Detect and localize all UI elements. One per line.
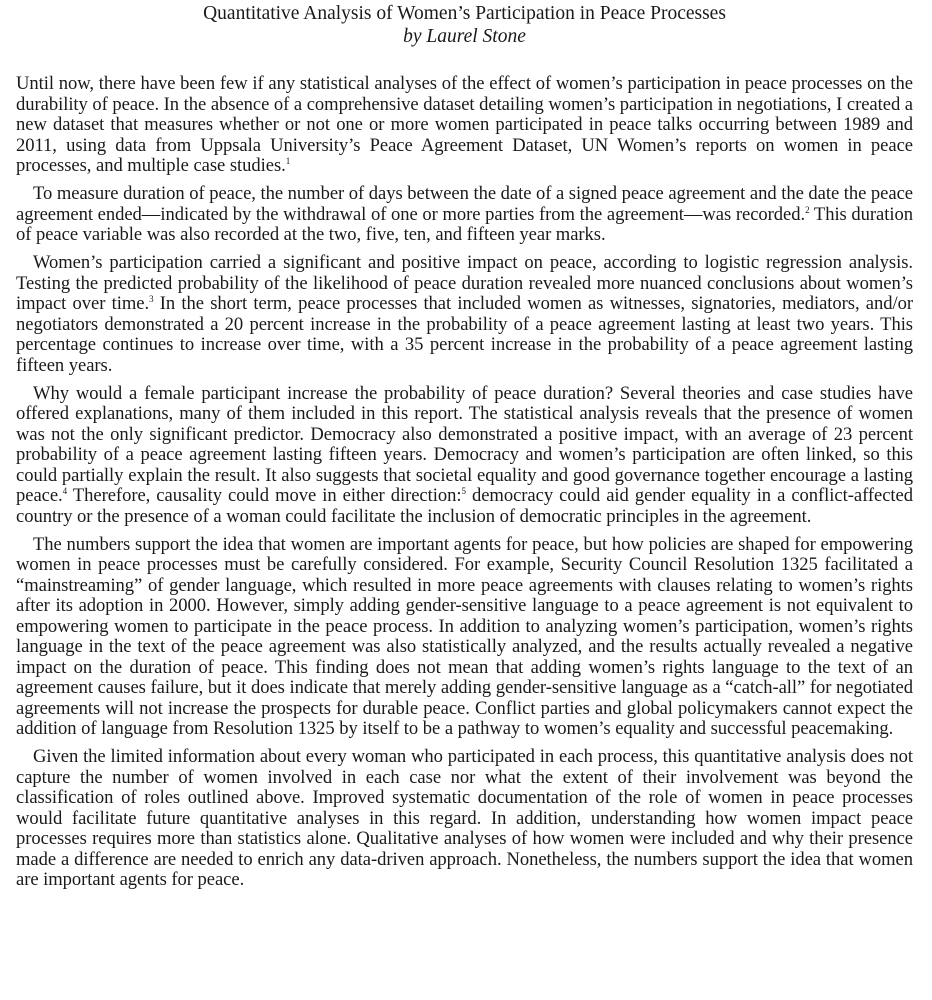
paragraph-5 — [16, 535, 913, 740]
document-byline: by Laurel Stone — [403, 26, 526, 47]
paragraph-text: democracy could aid gender equality in a conflict-affected country or the presence of a woman could facilitate the inclusion of democratic principles in the agreement. — [16, 485, 913, 527]
paragraph-4 — [16, 384, 913, 528]
footnote-marker: 2 — [805, 204, 810, 215]
paragraph-1 — [16, 74, 913, 177]
paragraph-text: Until now, there have been few if any statistical analyses of the effect of women’s participation in peace processes on the durability of peace. In the absence of a comprehensive dataset detailing women’s participation in negotiations, I created a new dataset that measures whether or not one or more women participated in peace talks occurring between 1989 and 2011, using data from Uppsala University’s Peace Agreement Dataset, UN Women’s reports on women in peace processes, and multiple case studies. — [16, 73, 913, 176]
paragraph-text: Why would a female participant increase the probability of peace duration? Several theories and case studies have offered explanations, many of them included in this report. The statistical analysis reveals that the presence of women was not the only significant predictor. Democracy also demonstrated a positive impact, with an average of 23 percent probability of a peace agreement lasting fifteen years. Democracy and women’s participation are often linked, so this could partially explain the result. It also suggests that societal equality and good governance together encourage a lasting peace. — [16, 382, 913, 506]
paragraph-text: Therefore, causality could move in either direction: — [67, 485, 462, 506]
paragraph-text: Given the limited information about every woman who participated in each process, this quantitative analysis does not capture the number of women involved in each case nor what the extent of their involvement was beyond the classification of roles outlined above. Improved systematic documentation of the role of women in peace processes would facilitate future quantitative analyses in this regard. In addition, understanding how women impact peace processes requires more than statistics alone. Qualitative analyses of how women were included and why their presence made a difference are needed to enrich any data-driven approach. Nonetheless, the numbers support the idea that women are important agents for peace. — [16, 746, 913, 890]
paragraph-3 — [16, 253, 913, 376]
footnote-marker: 1 — [285, 156, 291, 166]
paragraph-text: Women’s participation carried a significant and positive impact on peace, according to logistic regression analysis. Testing the predicted probability of the likelihood of peace duration revealed more nuanced conclusions about women’s impact over time. — [16, 252, 913, 314]
paragraph-text: In the short term, peace processes that included women as witnesses, signatories, mediators, and/or negotiators demonstrated a 20 percent increase in the probability of a peace agreement lasting at least two years. This percentage continues to increase over time, with a 35 percent increase in the probability of a peace agreement lasting fifteen years. — [16, 293, 914, 376]
document-title: Quantitative Analysis of Women’s Participation in Peace Processes — [203, 3, 726, 24]
footnote-marker: 3 — [149, 294, 154, 304]
paragraph-2 — [16, 184, 913, 246]
footnote-marker: 5 — [461, 486, 466, 496]
paragraph-text: The numbers support the idea that women are important agents for peace, but how policies are shaped for empowering women in peace processes must be carefully considered. For example, Security Council Resolution 1325 facilitated a “mainstreaming” of gender language, which resulted in more peace agreements with clauses relating to women’s rights after its adoption in 2000. However, simply adding gender-sensitive language to a peace agreement is not equivalent to empowering women to participate in the peace process. In addition to analyzing women’s participation, women’s rights language in the text of the peace agreement was also statistically analyzed, and the results actually revealed a negative impact on the duration of peace. This finding does not mean that adding women’s rights language to the text of an agreement causes failure, but it does indicate that merely adding gender-sensitive language as a “catch-all” for negotiated agreements will not increase the prospects for durable peace. Conflict parties and global policymakers cannot expect the addition of language from Resolution 1325 by itself to be a pathway to women’s equality and successful peacemaking. — [16, 533, 913, 739]
paragraph-text: This duration of peace variable was also recorded at the two, five, ten, and fifteen year marks. — [16, 203, 913, 245]
footnote-marker: 4 — [62, 486, 68, 496]
document-body — [16, 74, 913, 891]
paragraph-text: To measure duration of peace, the number of days between the date of a signed peace agreement and the date the peace agreement ended—indicated by the withdrawal of one or more parties from the agreement—was recorded. — [16, 183, 913, 225]
paragraph-6 — [16, 747, 913, 891]
document-header — [16, 0, 913, 48]
